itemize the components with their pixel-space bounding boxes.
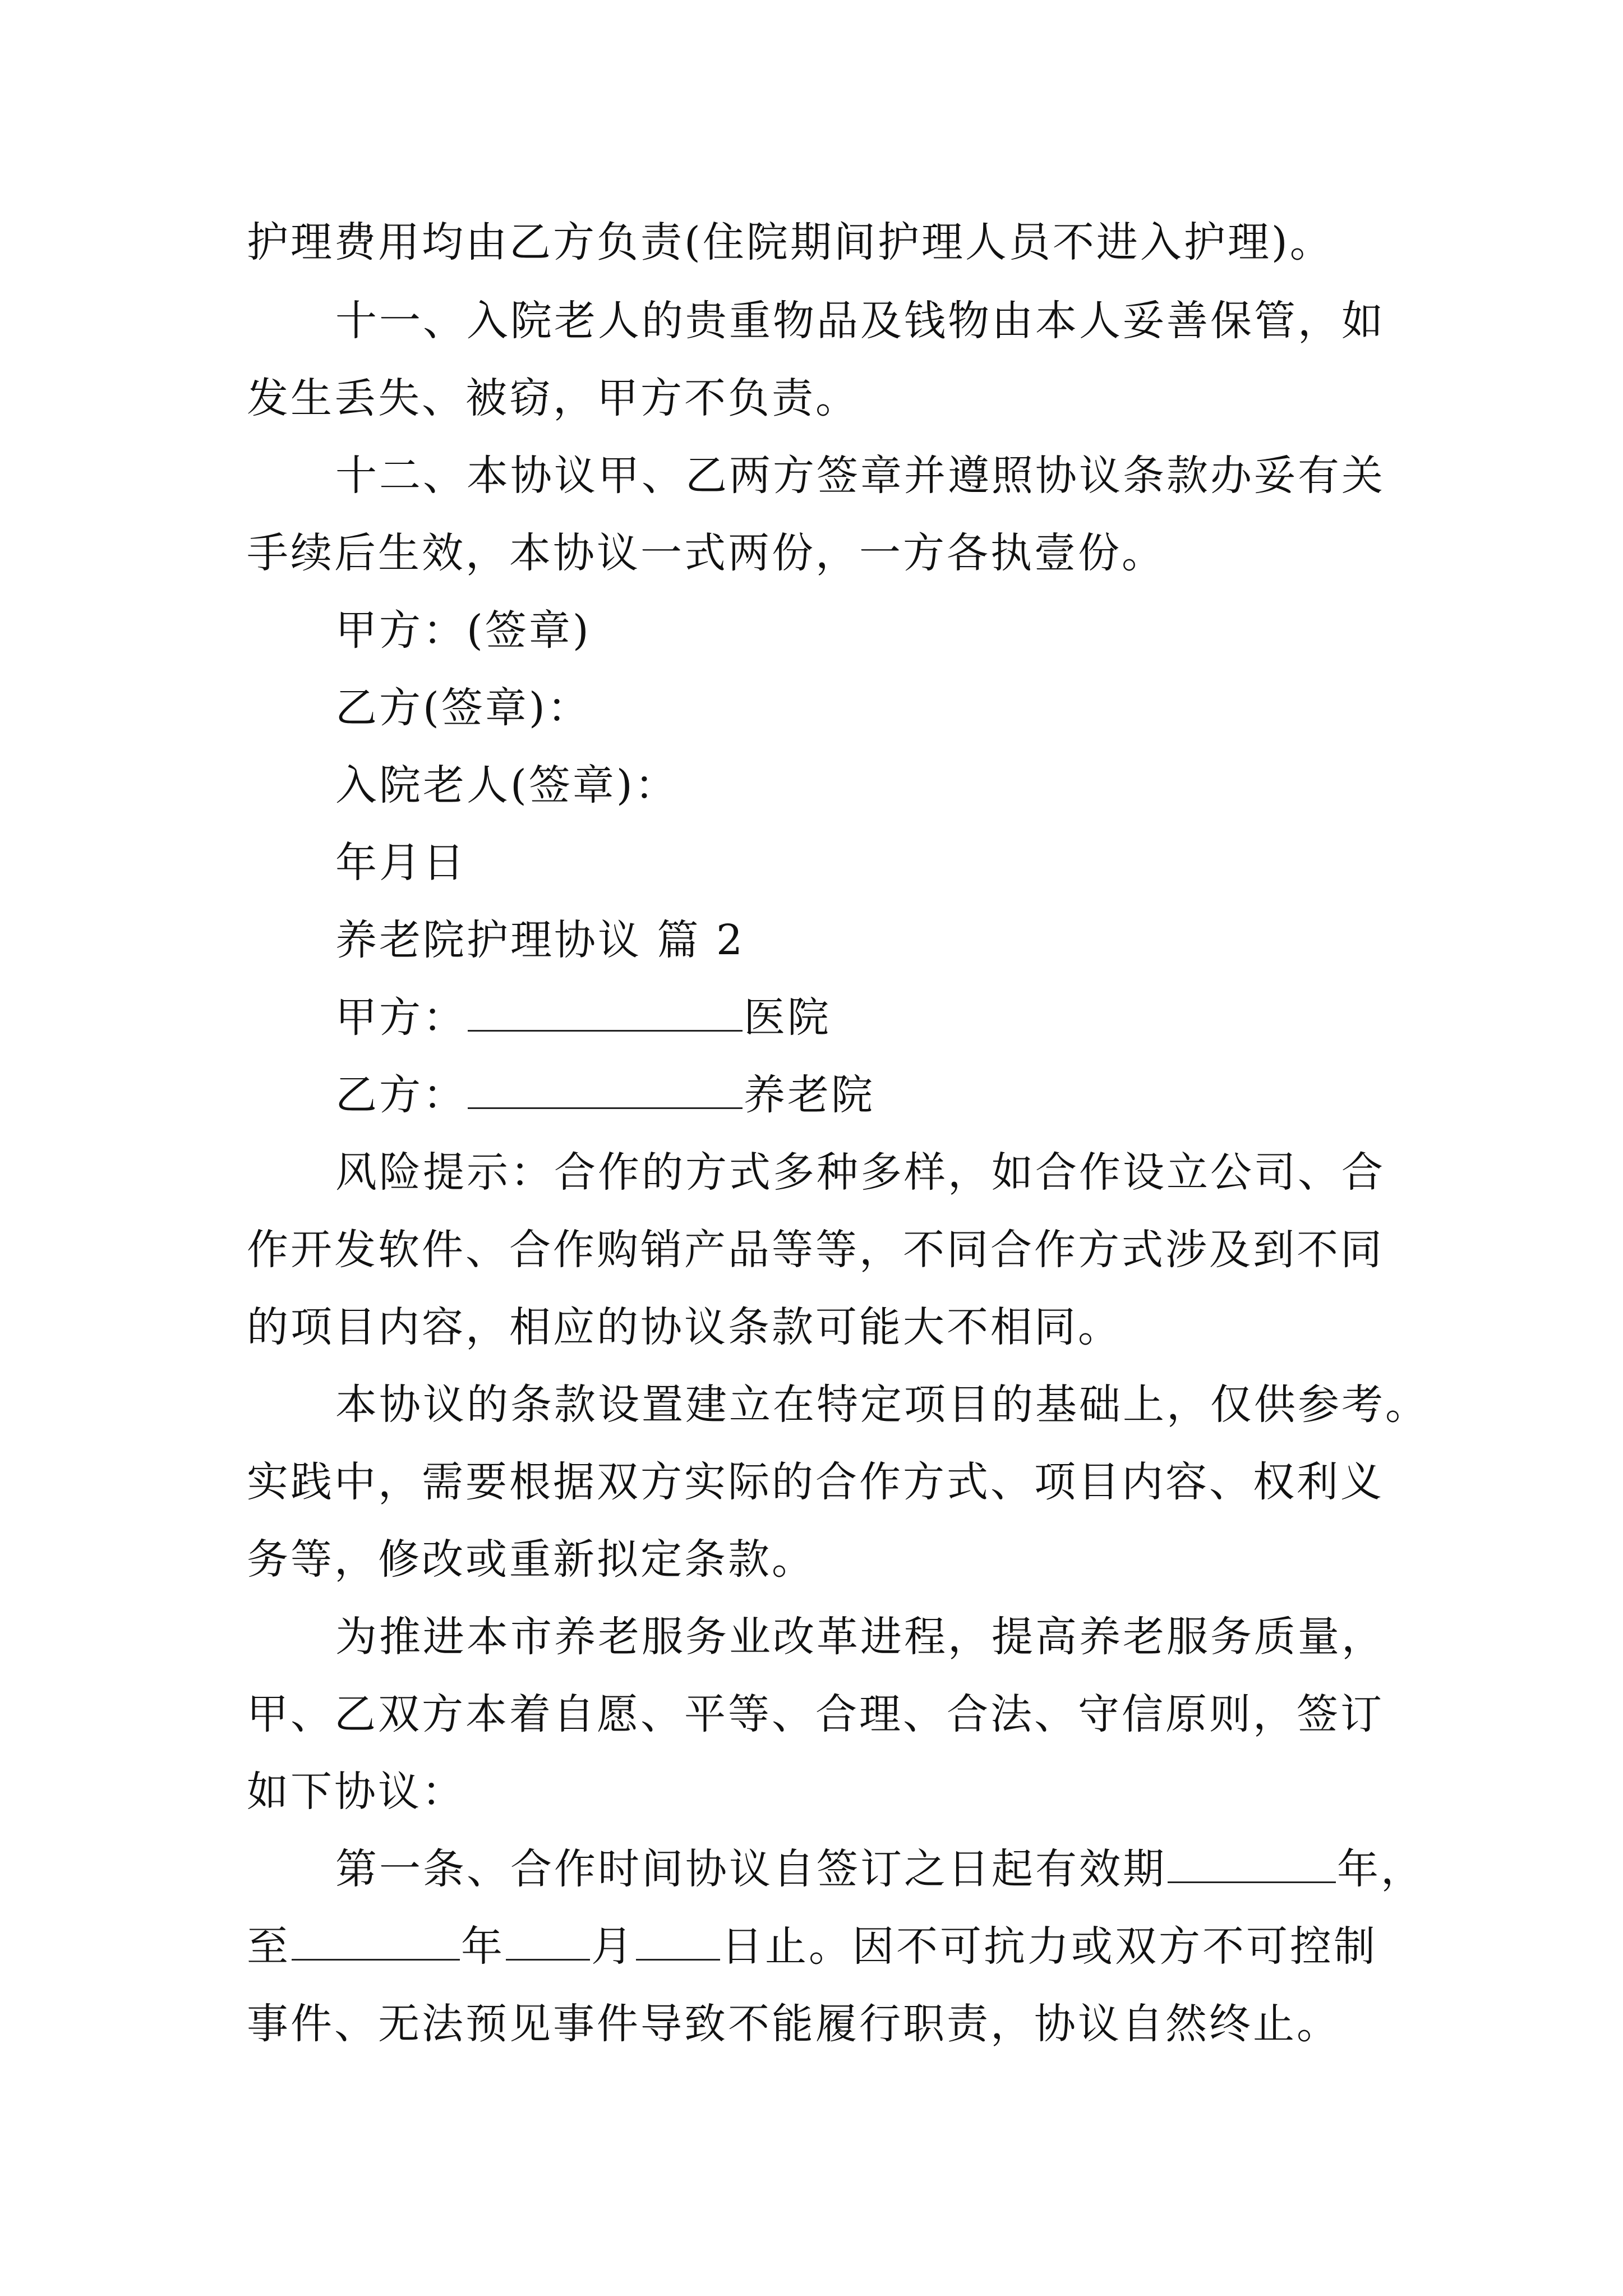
paragraph-line: 手续后生效，本协议一式两份，一方各执壹份。	[247, 529, 1165, 577]
paragraph-line: 务等，修改或重新拟定条款。	[247, 1535, 815, 1584]
paragraph-line: 风险提示：合作的方式多种多样，如合作设立公司、合	[335, 1148, 1385, 1197]
date-line: 年月日	[335, 839, 467, 887]
term-years-blank	[1168, 1842, 1336, 1883]
party-a-suffix: 医院	[744, 993, 831, 1042]
article-text: 月	[591, 1922, 635, 1971]
section-heading: 养老院护理协议 篇 2	[335, 916, 745, 964]
paragraph-line: 甲、乙双方本着自愿、平等、合理、合法、守信原则，签订	[247, 1690, 1384, 1738]
end-day-blank	[636, 1920, 720, 1961]
article-line	[247, 1918, 1377, 1975]
party-b-line	[335, 1067, 875, 1123]
paragraph-line: 事件、无法预见事件导致不能履行职责，协议自然终止。	[247, 2000, 1340, 2048]
paragraph-line: 护理费用均由乙方负责(住院期间护理人员不进入护理)。	[247, 218, 1334, 266]
paragraph-line: 的项目内容，相应的协议条款可能大不相同。	[247, 1303, 1122, 1351]
article-text: 至	[247, 1922, 291, 1971]
signature-line-party-b: 乙方(签章)：	[335, 684, 591, 732]
end-month-blank	[506, 1920, 590, 1961]
party-b-suffix: 养老院	[744, 1071, 875, 1119]
party-a-line	[335, 990, 831, 1046]
party-b-blank	[468, 1068, 743, 1109]
signature-line-elder: 入院老人(签章)：	[335, 761, 679, 809]
article-text: 日止。因不可抗力或双方不可控制	[721, 1922, 1377, 1971]
article-text: 年，	[1337, 1845, 1424, 1893]
paragraph-line: 发生丢失、被窃，甲方不负责。	[247, 374, 859, 422]
paragraph-line: 本协议的条款设置建立在特定项目的基础上，仅供参考。	[335, 1381, 1429, 1429]
end-year-blank	[292, 1920, 460, 1961]
article-text: 第一条、合作时间协议自签订之日起有效期	[335, 1845, 1166, 1893]
article-text: 年	[461, 1922, 505, 1971]
paragraph-line: 实践中，需要根据双方实际的合作方式、项目内容、权利义	[247, 1458, 1384, 1506]
paragraph-line: 作开发软件、合作购销产品等等，不同合作方式涉及到不同	[247, 1226, 1384, 1274]
paragraph-line: 十二、本协议甲、乙两方签章并遵照协议条款办妥有关	[335, 452, 1385, 500]
party-b-label: 乙方：	[335, 1071, 467, 1119]
party-a-label: 甲方：	[335, 993, 467, 1042]
paragraph-line: 如下协议：	[247, 1768, 465, 1816]
paragraph-line: 十一、入院老人的贵重物品及钱物由本人妥善保管，如	[335, 297, 1385, 345]
signature-line-party-a: 甲方：(签章)	[335, 606, 591, 655]
paragraph-line: 为推进本市养老服务业改革进程，提高养老服务质量，	[335, 1613, 1385, 1661]
party-a-blank	[468, 991, 743, 1032]
article-line	[335, 1841, 1424, 1897]
